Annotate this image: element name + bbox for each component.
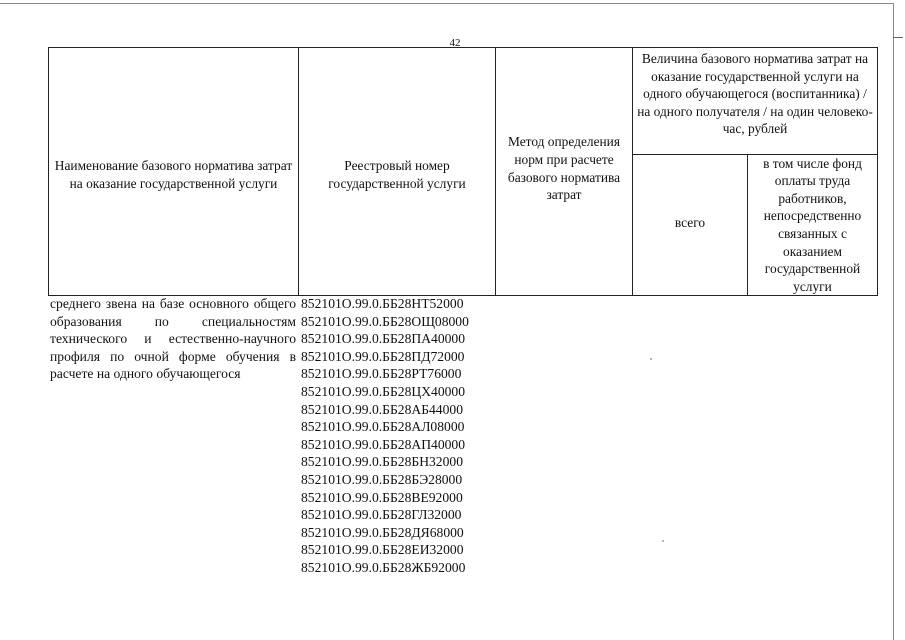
registry-code: 852101О.99.0.ББ28ВЕ92000 — [301, 489, 463, 505]
scan-edge-mark — [893, 37, 903, 38]
header-label-method: Метод определения норм при расчете базового норматива затрат — [507, 134, 621, 203]
page-number: 42 — [449, 37, 461, 49]
header-cell-name — [48, 47, 299, 296]
registry-code: 852101О.99.0.ББ28ЦХ40000 — [301, 383, 466, 399]
registry-code: 852101О.99.0.ББ28АЛ08000 — [301, 419, 465, 435]
header-label-registry-number: Реестровый номер государственной услуги — [328, 157, 466, 191]
registry-code: 852101О.99.0.ББ28АБ44000 — [301, 401, 463, 417]
registry-code: 852101О.99.0.ББ28РТ76000 — [301, 366, 462, 382]
service-name-text: среднего звена на базе основного общего образования по специальностям технического и естественно-научного профиля по очной форме обучения в расчете на одного обучающегося — [50, 296, 296, 382]
registry-code: 852101О.99.0.ББ28ПД72000 — [301, 348, 465, 364]
header-label-value-total: всего — [674, 215, 706, 231]
registry-code: 852101О.99.0.ББ28ОЩ08000 — [301, 313, 469, 329]
registry-code: 852101О.99.0.ББ28АП40000 — [301, 436, 466, 452]
header-cell-registry-number — [298, 47, 496, 296]
scan-top-edge — [0, 3, 893, 4]
header-label-name: Наименование базового норматива затрат на оказание государственной услуги — [54, 157, 293, 191]
registry-code: 852101О.99.0.ББ28ЕИ32000 — [301, 542, 464, 558]
header-cell-value — [632, 47, 878, 155]
header-label-value: Величина базового норматива затрат на оказание государственной услуги на одного обучающегося (воспитанника) / на одного получателя / на один человеко-час, рублей — [637, 51, 873, 137]
header-label-value-including-wages: в том числе фонд оплаты труда работников, непосредственно связанных с оказанием государственной услуги — [763, 155, 862, 294]
scan-speck — [662, 540, 664, 542]
registry-code: 852101О.99.0.ББ28НТ52000 — [301, 296, 464, 311]
header-cell-value-total — [632, 154, 748, 296]
scan-right-edge — [893, 3, 894, 640]
registry-code: 852101О.99.0.ББ28ДЯ68000 — [301, 524, 464, 540]
scan-speck — [650, 358, 652, 360]
registry-code: 852101О.99.0.ББ28ЖБ92000 — [301, 559, 466, 575]
registry-code: 852101О.99.0.ББ28ПА40000 — [301, 331, 466, 347]
registry-code: 852101О.99.0.ББ28БЭ28000 — [301, 471, 463, 487]
registry-code: 852101О.99.0.ББ28ГЛ32000 — [301, 507, 462, 523]
registry-code: 852101О.99.0.ББ28БН32000 — [301, 454, 463, 470]
header-cell-value-including-wages — [747, 154, 878, 296]
header-cell-method — [495, 47, 633, 296]
registry-codes-list — [301, 295, 469, 577]
